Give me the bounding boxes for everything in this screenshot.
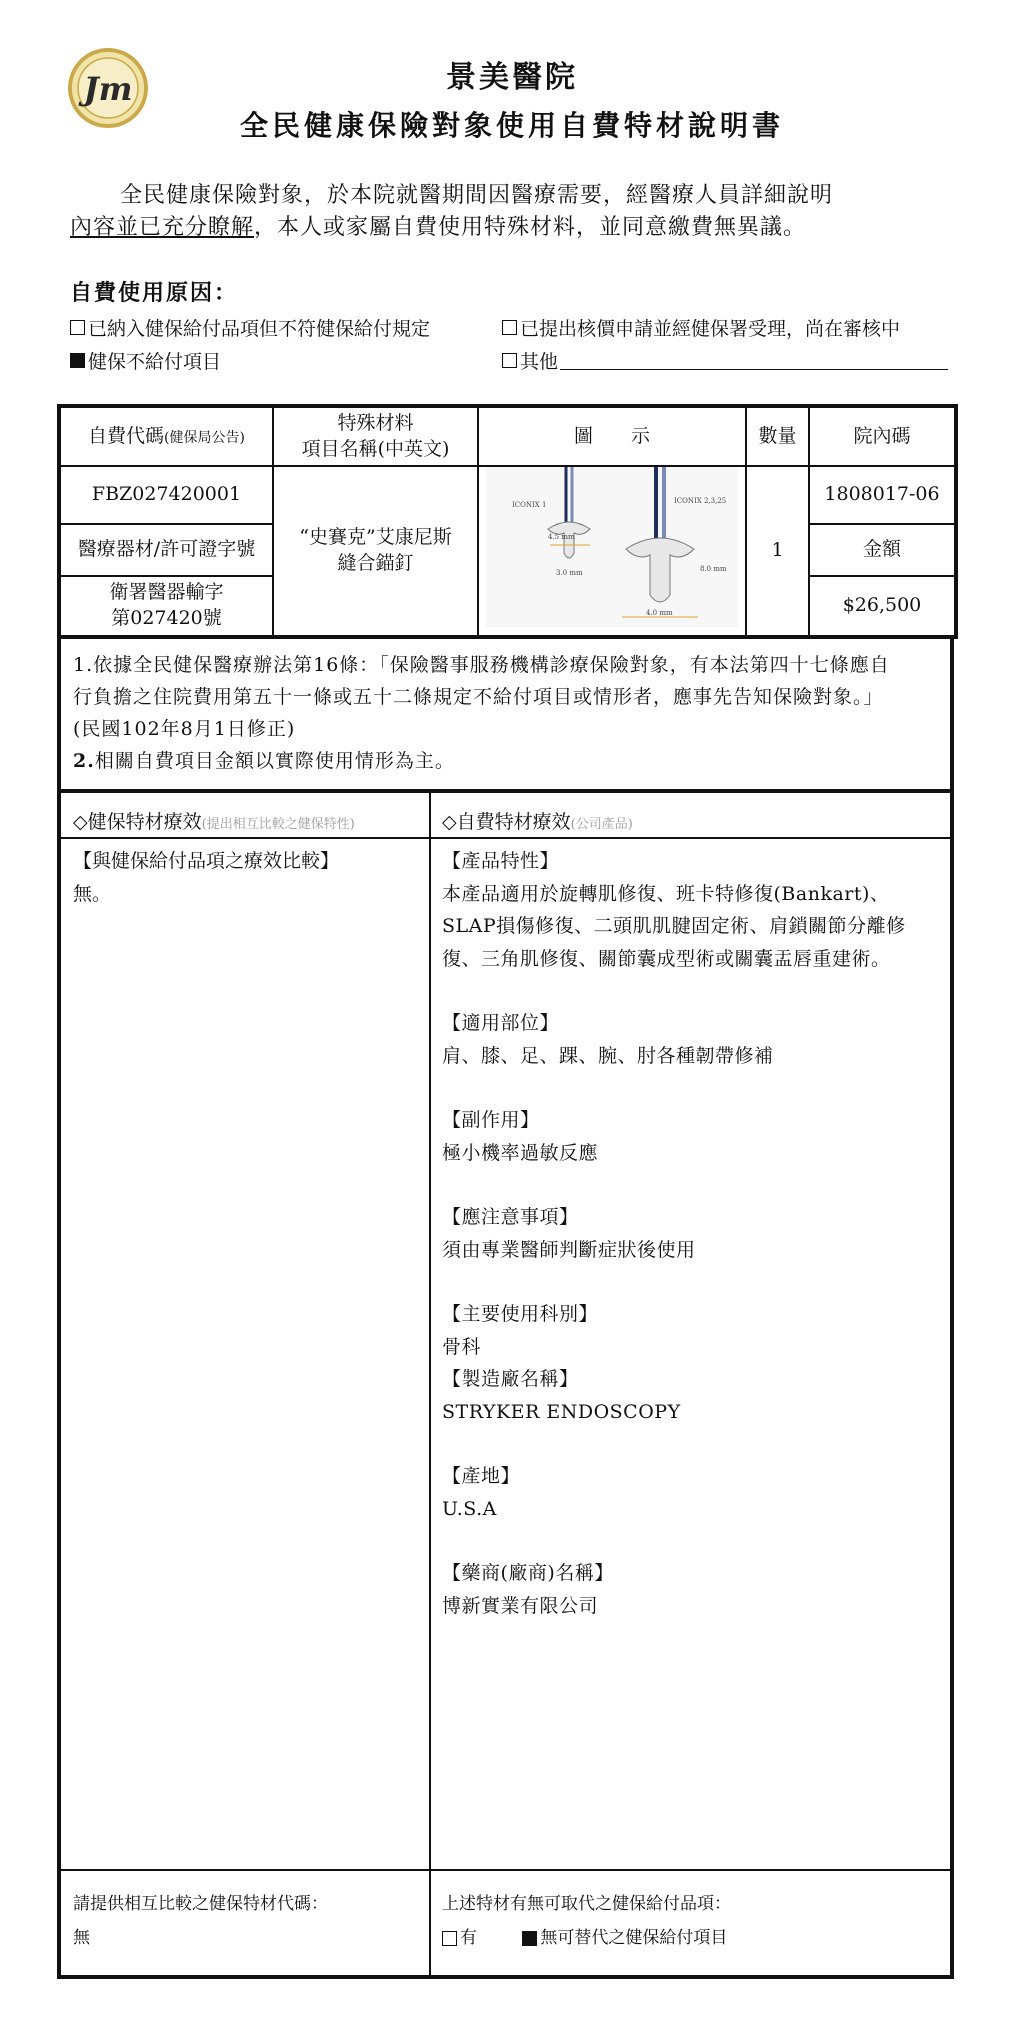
checkbox-empty-icon[interactable] <box>502 320 517 335</box>
checkbox-checked-icon[interactable] <box>70 353 85 368</box>
reason-option-label: 健保不給付項目 <box>88 351 222 373</box>
reason-option-pending[interactable] <box>502 314 900 341</box>
amount-value: $26,500 <box>809 576 956 636</box>
product-image-cell <box>478 466 746 637</box>
product-line: SLAP損傷修復、二頭肌肌腱固定術、肩鎖關節分離修 <box>442 915 906 937</box>
intro-line-2 <box>70 210 960 241</box>
note-line-1: 1.依據全民健保醫療辦法第16條：「保險醫事服務機構診療保險對象，有本法第四十七條應自 <box>73 654 890 676</box>
checkbox-empty-icon[interactable] <box>442 1931 457 1946</box>
origin-section: 【產地】 U.S.A <box>442 1465 521 1520</box>
comparison-code-value: 無 <box>73 1928 90 1948</box>
self-pay-efficacy-content <box>442 845 942 1654</box>
checkbox-empty-icon[interactable] <box>502 353 517 368</box>
replaceable-item-cell <box>442 1887 767 1958</box>
reason-title: 自費使用原因： <box>70 280 239 306</box>
item-table <box>57 404 958 639</box>
comparison-code-cell <box>73 1887 328 1955</box>
checkbox-checked-icon[interactable] <box>522 1931 537 1946</box>
reason-option-other[interactable] <box>502 347 948 374</box>
dim-label-d: 4.0 mm <box>646 609 673 617</box>
notes-section <box>57 637 954 789</box>
dim-label-c: 8.0 mm <box>700 565 727 573</box>
code-value: FBZ027420001 <box>59 466 273 524</box>
intro-underlined-text: 內容並已充分瞭解 <box>70 215 255 240</box>
dim-label-b: 3.0 mm <box>556 569 583 577</box>
product-features-section: 【產品特性】 本產品適用於旋轉肌修復、班卡特修復(Bankart)、 SLAP損傷修復、二頭肌肌腱固定術、肩鎖關節分離修 復、三角肌修復、關節囊成型術或關囊盂唇重建術。 <box>442 845 942 975</box>
checkbox-empty-icon[interactable] <box>70 320 85 335</box>
intro-rest-text: ，本人或家屬自費使用特殊材料，並同意繳費無異議。 <box>254 215 807 240</box>
reason-option-label: 已提出核價申請並經健保署受理，尚在審核中 <box>520 318 901 340</box>
other-fill-line[interactable] <box>560 351 948 370</box>
side-effect-section: 【副作用】 極小機率過敏反應 <box>442 1109 599 1164</box>
header-code: 自費代碼(健保局公告) <box>59 406 273 466</box>
reason-option-not-covered[interactable] <box>70 347 221 374</box>
applicable-site-section: 【適用部位】 肩、膝、足、踝、腕、肘各種韌帶修補 <box>442 1012 774 1067</box>
header-divider <box>61 837 950 839</box>
caution-section: 【應注意事項】 須由專業醫師判斷症狀後使用 <box>442 1206 696 1261</box>
comparison-body: 無。 <box>73 882 112 905</box>
license-label: 醫療器材/許可證字號 <box>59 524 273 576</box>
product-line: 復、三角肌修復、關節囊成型術或關囊盂唇重建術。 <box>442 947 891 970</box>
header-quantity: 數量 <box>746 406 809 466</box>
license-number: 衛署醫器輸字 第027420號 <box>59 576 273 636</box>
footer-divider <box>61 1869 950 1871</box>
header-internal-code: 院內碼 <box>809 406 956 466</box>
self-pay-efficacy-header: ◇自費特材療效(公司產品) <box>442 811 633 833</box>
manufacturer-section: 【製造廠名稱】 STRYKER ENDOSCOPY <box>442 1368 681 1423</box>
vendor-section: 【藥商(廠商)名稱】 博新實業有限公司 <box>442 1562 614 1617</box>
suture-anchor-image <box>486 467 738 627</box>
nhi-efficacy-header: ◇健保特材療效(提出相互比較之健保特性) <box>73 811 355 833</box>
option-no-substitute[interactable]: 無可替代之健保給付項目 <box>522 1921 727 1955</box>
internal-code-value: 1808017-06 <box>809 466 956 524</box>
note-line-4: 2.相關自費項目金額以實際使用情形為主。 <box>73 750 455 772</box>
replaceable-label: 上述特材有無可取代之健保給付品項： <box>442 1894 731 1914</box>
note-line-3: (民國102年8月1日修正) <box>73 718 296 740</box>
column-divider <box>429 793 431 1975</box>
reason-option-label: 已納入健保給付品項但不符健保給付規定 <box>88 318 431 340</box>
right-tag: ICONIX 2,3,25 <box>674 497 727 505</box>
department-section: 【主要使用科別】 骨科 <box>442 1303 599 1358</box>
document-title: 全民健康保險對象使用自費特材說明書 <box>239 109 784 142</box>
reason-option-covered[interactable] <box>70 314 430 341</box>
comparison-code-label: 請提供相互比較之健保特材代碼： <box>73 1894 328 1914</box>
header-item-name: 特殊材料 項目名稱(中英文) <box>273 406 478 466</box>
item-name-cell: “史賽克”艾康尼斯 縫合錨釘 <box>273 466 478 637</box>
reason-option-label: 其他 <box>520 351 559 373</box>
option-yes[interactable]: 有 <box>442 1921 477 1955</box>
intro-line-1: 全民健康保險對象，於本院就醫期間因醫療需要，經醫療人員詳細說明 <box>120 183 834 208</box>
note-line-2: 行負擔之住院費用第五十一條或五十二條規定不給付項目或情形者，應事先告知保險對象。」 <box>73 686 884 708</box>
nhi-efficacy-content <box>73 845 423 910</box>
header-image: 圖 示 <box>478 406 746 466</box>
product-line: 本產品適用於旋轉肌修復、班卡特修復(Bankart)、 <box>442 882 890 905</box>
quantity-value: 1 <box>746 466 809 637</box>
hospital-name: 景美醫院 <box>446 60 578 95</box>
left-tag: ICONIX 1 <box>512 501 547 509</box>
logo-text: Jm <box>83 70 133 108</box>
amount-label: 金額 <box>809 524 956 576</box>
comparison-title: 【與健保給付品項之療效比較】 <box>73 850 340 872</box>
dim-label-a: 4.5 mm <box>548 533 575 541</box>
efficacy-table <box>57 789 954 1979</box>
